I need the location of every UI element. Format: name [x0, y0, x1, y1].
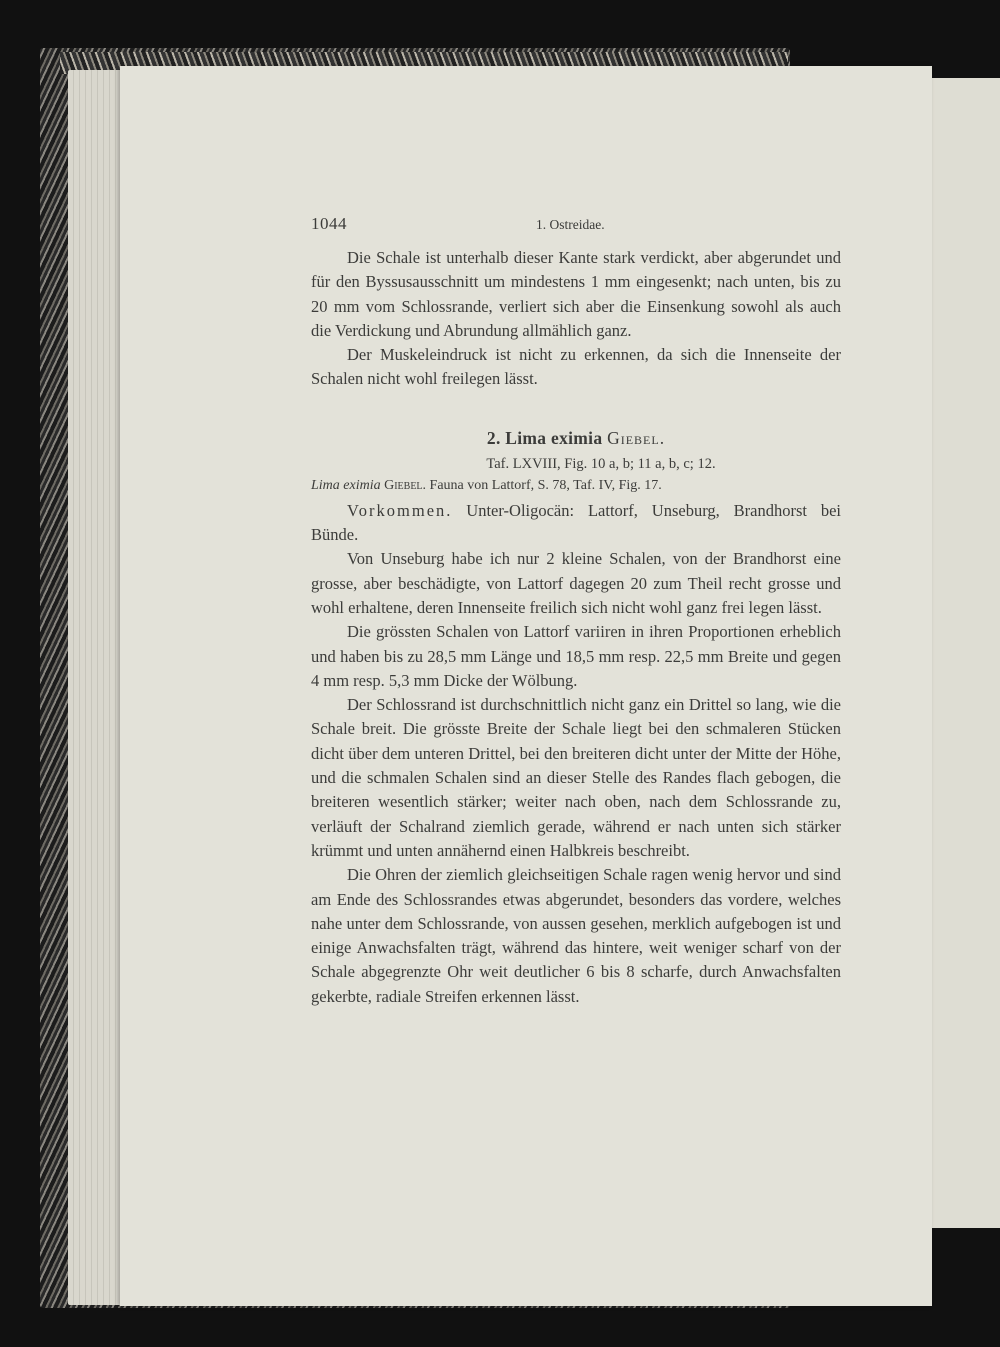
facing-page-edge — [930, 78, 1000, 1228]
page-number: 1044 — [311, 214, 347, 233]
literature-citation — [311, 475, 841, 497]
occurrence-text: Unter-Oligocän: Lattorf, Unseburg, Brandhorst bei Bünde. — [311, 500, 842, 545]
species-author: Giebel. — [607, 427, 666, 448]
paragraph-body-3: Der Schlossrand ist durchschnittlich nicht ganz ein Drittel so lang, wie die Schale breit. Die grösste Breite der Schale liegt bei den schmaleren Stücken dicht über dem unteren Drittel, bei den breiteren dicht unter der Mitte der Höhe, und die schmalen Schalen sind an dieser Stelle des Randes flach gebogen, die breiteren wesentlich stärker; weiter nach oben, nach dem Schlossrande zu, verläuft der Schalrand ziemlich gerade, während er nach unten sich stärker krümmt und unten annähernd einen Halbkreis beschreibt. — [311, 695, 841, 860]
citation-species: Lima eximia — [311, 477, 381, 493]
page-header — [311, 214, 841, 238]
section-title — [311, 428, 841, 449]
plate-reference: Taf. LXVIII, Fig. 10 a, b; 11 a, b, c; 12. — [486, 455, 716, 472]
page-text — [311, 214, 841, 1009]
species-heading: 2. Lima eximia — [486, 427, 603, 448]
paragraph-body-4: Die Ohren der ziemlich gleichseitigen Schale ragen wenig hervor und sind am Ende des Schlossrandes etwas abgerundet, besonders das vordere, welches nahe unter dem Schlossrande, von aussen gesehen, merklich aufgebogen ist und einige Anwachsfalten trägt, während das hintere, weit weniger scharf von der Schale abgegrenzte Ohr weit deutlicher 6 bis 8 scharfe, durch Anwachsfalten gekerbte, radiale Streifen erkennen lässt. — [311, 865, 841, 1006]
occurrence-label: Vorkommen. — [347, 500, 453, 520]
paragraph-intro-2: Der Muskeleindruck ist nicht zu erkennen, da sich die Innenseite der Schalen nicht wohl freilegen lässt. — [311, 345, 841, 389]
citation-author: Giebel. — [384, 477, 427, 493]
citation-source: Fauna von Lattorf, S. 78, Taf. IV, Fig. 17. — [429, 477, 662, 493]
paragraph-intro-1: Die Schale ist unterhalb dieser Kante stark verdickt, aber abgerundet und für den Byssusausschnitt um mindestens 1 mm eingesenkt; nach unten, bis zu 20 mm vom Schlossrande, verliert sich aber die Einsenkung sowohl als auch die Verdickung und Abrundung allmählich ganz. — [311, 248, 841, 340]
occurrence-paragraph — [311, 499, 841, 548]
running-head: 1. Ostreidae. — [536, 217, 605, 232]
paragraph-body-1: Von Unseburg habe ich nur 2 kleine Schalen, von der Brandhorst eine grosse, aber beschädigte, von Lattorf dagegen 20 zum Theil recht grosse und wohl erhaltene, deren Innenseite freilich sich nicht wohl ganz frei legen lässt. — [311, 549, 841, 617]
paragraph-body-2: Die grössten Schalen von Lattorf variiren in ihren Proportionen erheblich und haben bis zu 28,5 mm Länge und 18,5 mm resp. 22,5 mm Breite und gegen 4 mm resp. 5,3 mm Dicke der Wölbung. — [311, 622, 841, 690]
